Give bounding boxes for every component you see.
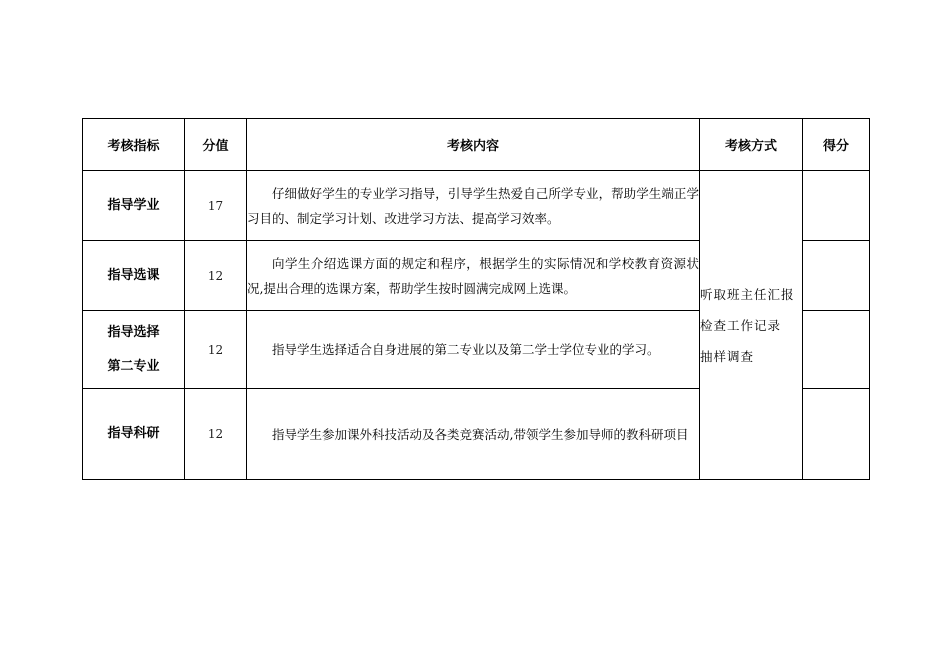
indicator-cell (83, 311, 185, 389)
header-method: 考核方式 (700, 119, 803, 171)
earned-cell (803, 241, 870, 311)
method-cell (700, 171, 803, 480)
header-row (83, 119, 870, 171)
earned-cell (803, 311, 870, 389)
method-item: 听取班主任汇报 (700, 286, 795, 302)
earned-cell (803, 171, 870, 241)
content-cell (247, 241, 700, 311)
indicator-cell: 指导科研 (83, 389, 185, 480)
header-content: 考核内容 (247, 119, 700, 171)
content-cell (247, 171, 700, 241)
header-indicator: 考核指标 (83, 119, 185, 171)
content-text: 仔细做好学生的专业学习指导，引导学生热爱自己所学专业，帮助学生端正学习目的、制定学习计划、改进学习方法、提高学习效率。 (247, 185, 699, 226)
indicator-line: 指导选择 (107, 324, 160, 340)
content-text: 指导学生选择适合自身进展的第二专业以及第二学士学位专业的学习。 (272, 342, 660, 357)
earned-cell (803, 389, 870, 480)
table-row (83, 171, 870, 241)
content-text: 指导学生参加课外科技活动及各类竞赛活动,带领学生参加导师的教科研项目 (272, 426, 689, 442)
score-cell: 17 (185, 171, 247, 241)
indicator-line: 第二专业 (107, 358, 160, 374)
header-earned: 得分 (803, 119, 870, 171)
score-cell: 12 (185, 389, 247, 480)
score-cell: 12 (185, 311, 247, 389)
content-cell (247, 389, 700, 480)
method-item: 检查工作记录 (700, 317, 782, 333)
indicator-cell: 指导选课 (83, 241, 185, 311)
header-score: 分值 (185, 119, 247, 171)
content-text: 向学生介绍选课方面的规定和程序，根据学生的实际情况和学校教育资源状况,提出合理的选课方案，帮助学生按时圆满完成网上选课。 (247, 255, 699, 296)
assessment-table (82, 118, 870, 480)
score-cell: 12 (185, 241, 247, 311)
method-item: 抽样调查 (700, 348, 755, 364)
indicator-cell: 指导学业 (83, 171, 185, 241)
content-cell (247, 311, 700, 389)
